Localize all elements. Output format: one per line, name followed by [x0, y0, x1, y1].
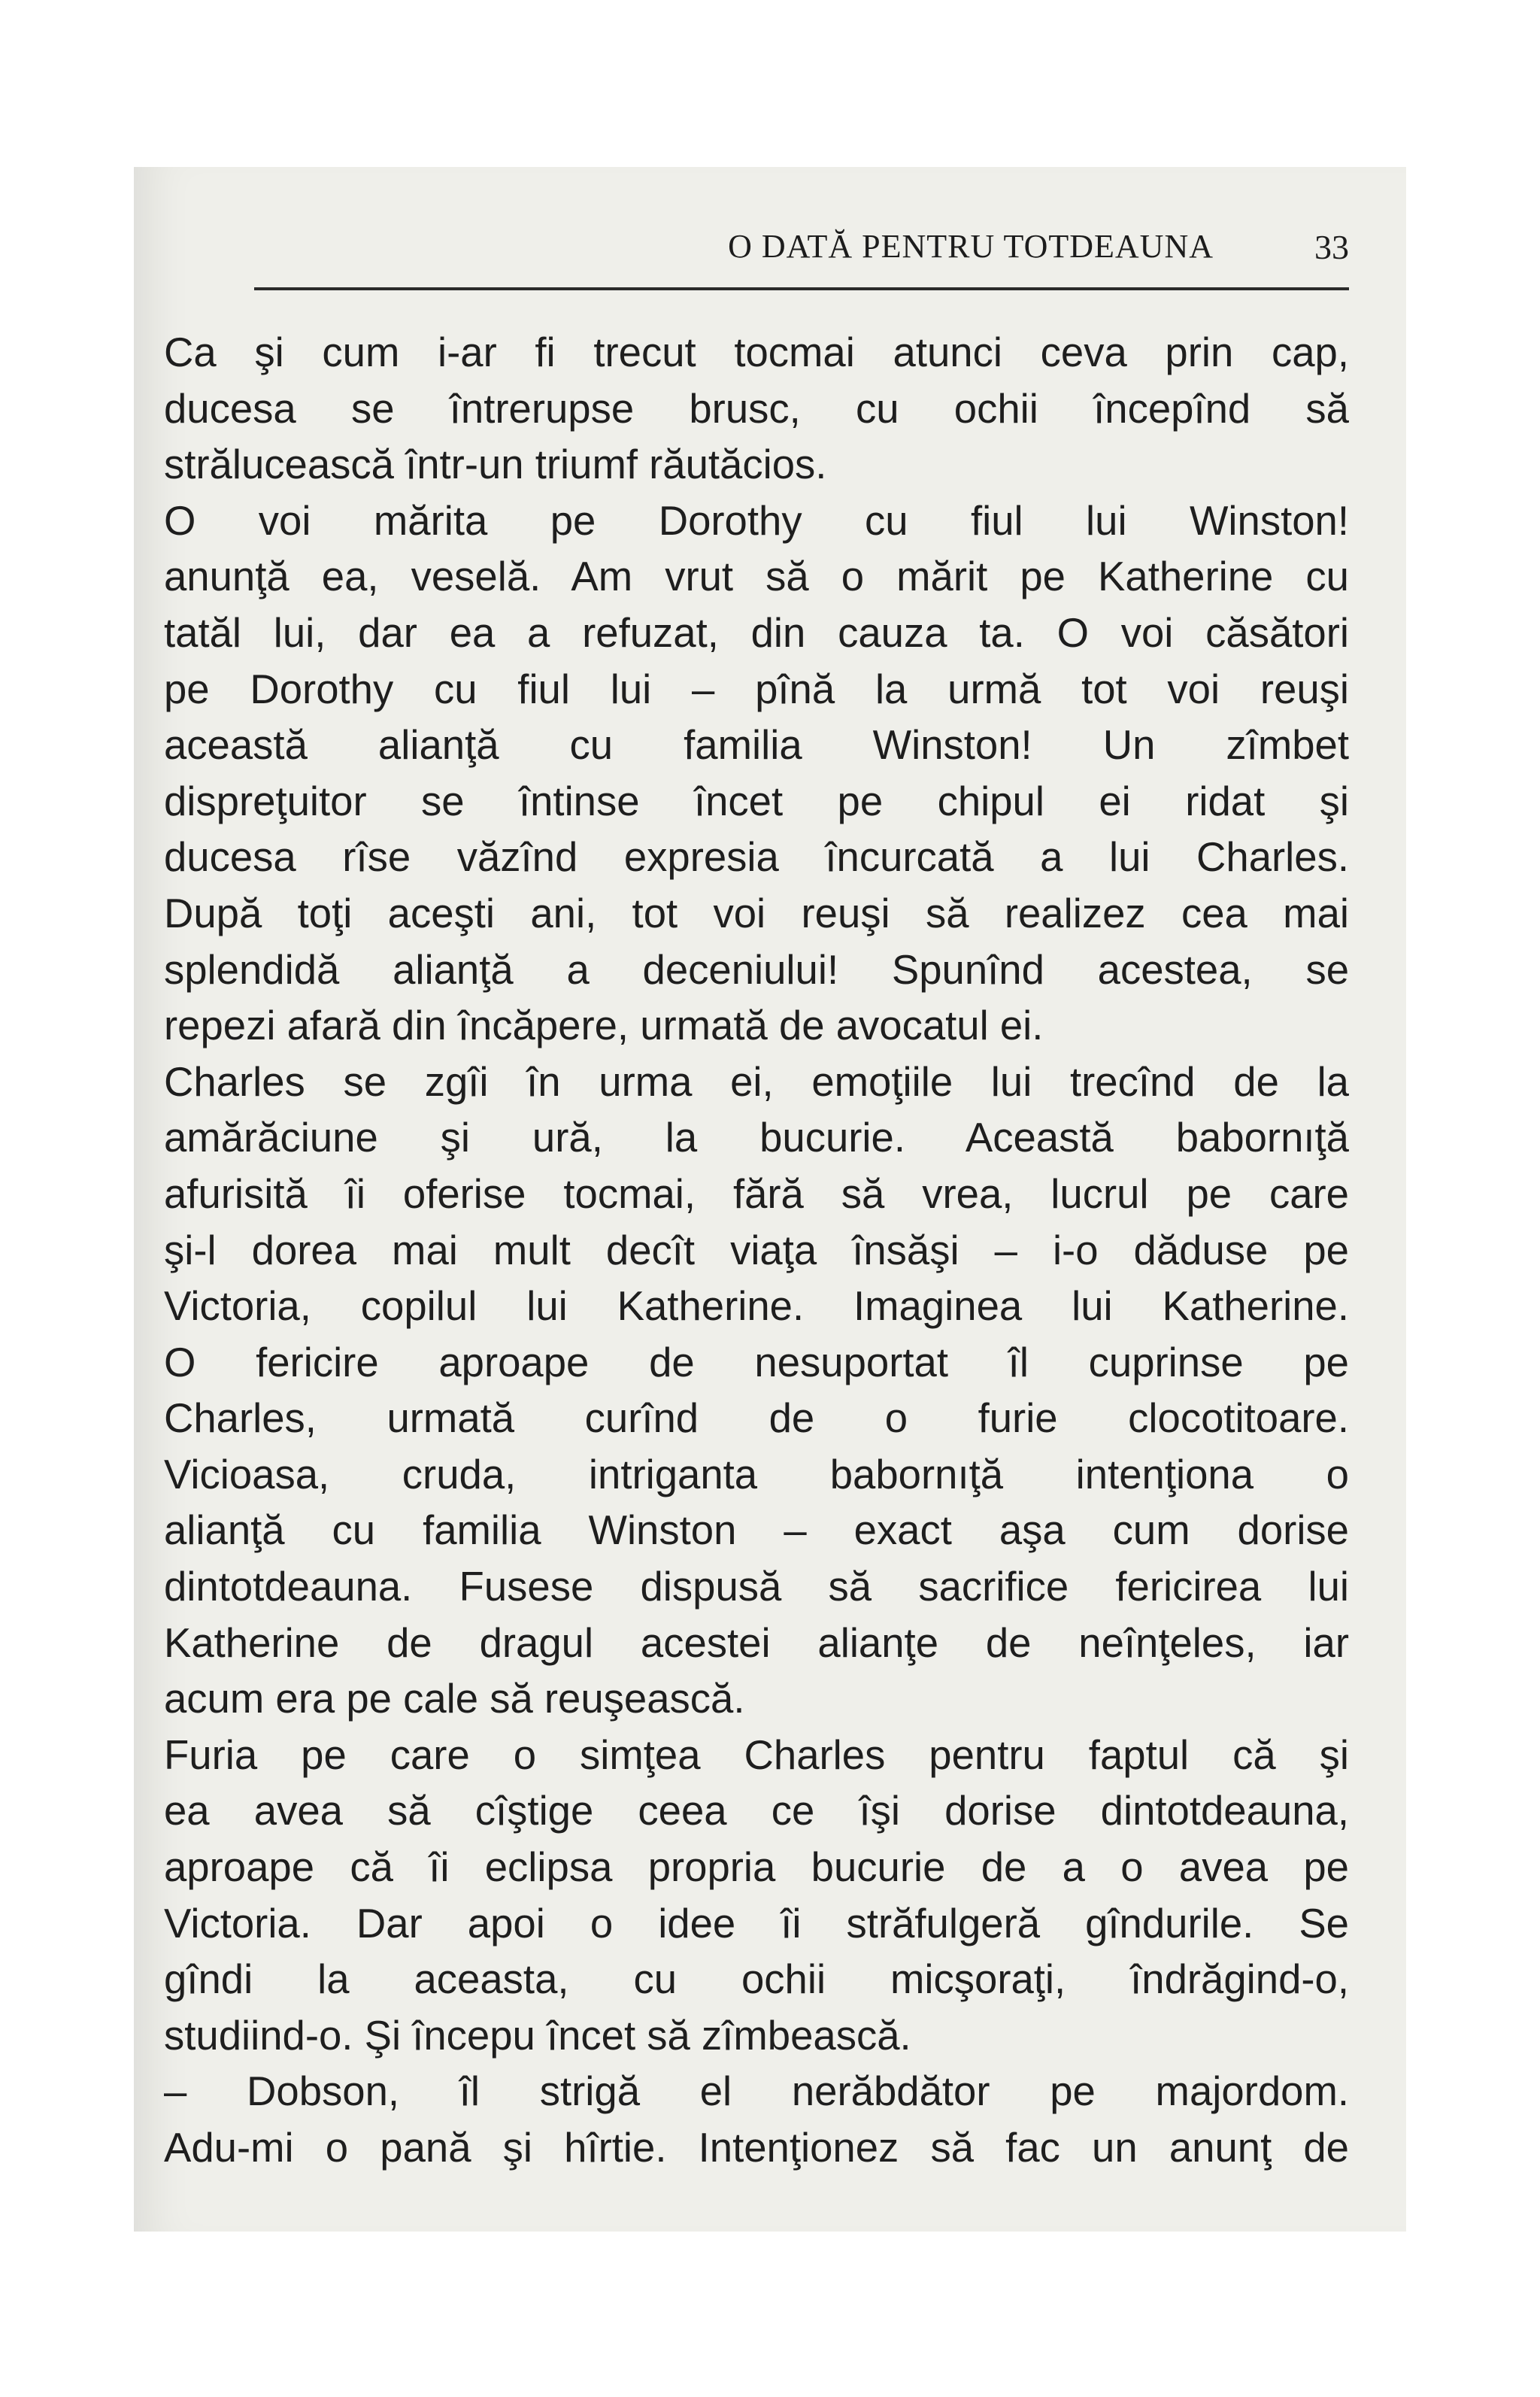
- text-line: tatăl lui, dar ea a refuzat, din cauza ta. O voi căsători: [164, 609, 1349, 656]
- text-line: şi-l dorea mai mult decît viaţa însăşi – i-o dăduse pe: [164, 1227, 1349, 1273]
- body-text: [164, 325, 1349, 2177]
- text-line: ea avea să cîştige ceea ce îşi dorise dintotdeauna,: [164, 1788, 1349, 1834]
- text-line: afurisită îi oferise tocmai, fără să vrea, lucrul pe care: [164, 1170, 1349, 1217]
- text-line: pe Dorothy cu fiul lui – pînă la urmă tot voi reuşi: [164, 666, 1349, 712]
- book-page: [134, 167, 1406, 2232]
- text-line: acum era pe cale să reuşească.: [164, 1676, 745, 1722]
- text-line: splendidă alianţă a deceniului! Spunînd acestea, se: [164, 946, 1349, 993]
- text-line: repezi afară din încăpere, urmată de avocatul ei.: [164, 1003, 1044, 1049]
- text-line: Charles, urmată curînd de o furie clocotitoare.: [164, 1395, 1349, 1442]
- text-line: Victoria, copilul lui Katherine. Imaginea lui Katherine.: [164, 1283, 1349, 1330]
- text-line: alianţă cu familia Winston – exact aşa cum dorise: [164, 1507, 1349, 1554]
- running-header: [254, 227, 1349, 280]
- text-line: această alianţă cu familia Winston! Un zîmbet: [164, 722, 1349, 769]
- text-line: dispreţuitor se întinse încet pe chipul ei ridat şi: [164, 778, 1349, 824]
- text-line: strălucească într-un triumf răutăcios.: [164, 441, 827, 488]
- text-line: O fericire aproape de nesuportat îl cuprinse pe: [164, 1339, 1349, 1385]
- text-line: gîndi la aceasta, cu ochii micşoraţi, îndrăgind-o,: [164, 1956, 1349, 2003]
- text-line: Adu-mi o pană şi hîrtie. Intenţionez să fac un anunţ de: [164, 2125, 1349, 2171]
- running-title: O DATĂ PENTRU TOTDEAUNA: [728, 228, 1214, 265]
- text-line: – Dobson, îl strigă el nerăbdător pe majordom.: [164, 2068, 1349, 2115]
- text-line: Katherine de dragul acestei alianţe de neînţeles, iar: [164, 1619, 1349, 1666]
- header-rule: [254, 287, 1349, 290]
- text-line: aproape că îi eclipsa propria bucurie de a o avea pe: [164, 1844, 1349, 1891]
- text-line: dintotdeauna. Fusese dispusă să sacrifice fericirea lui: [164, 1564, 1349, 1610]
- text-line: După toţi aceşti ani, tot voi reuşi să realizez cea mai: [164, 890, 1349, 936]
- text-line: Victoria. Dar apoi o idee îi străfulgeră gîndurile. Se: [164, 1900, 1349, 1946]
- text-line: O voi mărita pe Dorothy cu fiul lui Winston!: [164, 497, 1349, 544]
- text-line: Furia pe care o simţea Charles pentru faptul că şi: [164, 1731, 1349, 1778]
- text-line: studiind-o. Şi începu încet să zîmbească.: [164, 2012, 911, 2059]
- page-number: 33: [1314, 228, 1349, 266]
- text-line: ducesa rîse văzînd expresia încurcată a lui Charles.: [164, 834, 1349, 881]
- text-line: Vicioasa, cruda, intriganta babornıţă intenţiona o: [164, 1451, 1349, 1497]
- text-line: Ca şi cum i-ar fi trecut tocmai atunci ceva prin cap,: [164, 329, 1349, 375]
- text-line: ducesa se întrerupse brusc, cu ochii începînd să: [164, 385, 1349, 432]
- text-line: anunţă ea, veselă. Am vrut să o mărit pe Katherine cu: [164, 554, 1349, 600]
- text-line: Charles se zgîi în urma ei, emoţiile lui trecînd de la: [164, 1058, 1349, 1105]
- text-line: amărăciune şi ură, la bucurie. Această babornıţă: [164, 1115, 1349, 1161]
